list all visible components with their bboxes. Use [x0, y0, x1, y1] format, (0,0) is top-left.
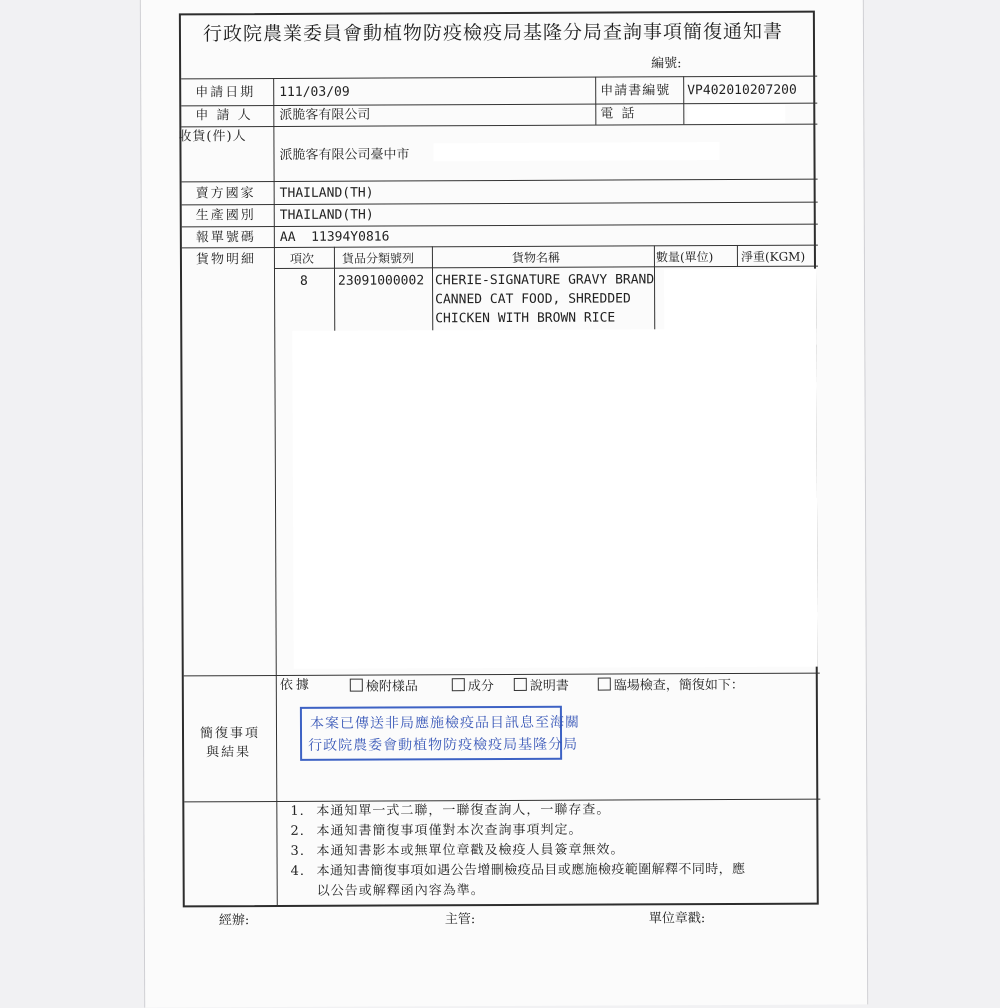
origin-value: THAILAND(TH): [279, 207, 374, 223]
stamp-line-1: 本案已傳送非局應施檢疫品目訊息至海關: [309, 714, 581, 732]
receiver-label: 收貨(件)人: [178, 129, 247, 145]
divider: [181, 124, 817, 128]
divider: [182, 179, 818, 183]
goods-item-code: 23091000002: [338, 273, 425, 289]
declaration-label: 報單號碼: [195, 230, 256, 246]
divider: [184, 799, 820, 803]
option-manual: [514, 678, 569, 693]
note-2-num: 2.: [290, 823, 305, 839]
supervisor-label: 主管:: [444, 912, 476, 928]
onsite-checkbox[interactable]: [598, 678, 611, 691]
goods-item-name-line-2: CANNED CAT FOOD, SHREDDED: [435, 291, 631, 308]
form-frame: [179, 11, 819, 908]
reply-section-label-1: 簡復事項: [199, 726, 261, 742]
note-5-text: 以公告或解釋函內容為準。: [316, 883, 485, 899]
reply-section-label-2: 與結果: [206, 745, 252, 761]
ingredients-checkbox[interactable]: [452, 678, 465, 691]
note-1-text: 本通知單一式二聯，一聯復查詢人，一聯存查。: [316, 802, 611, 819]
divider: [181, 76, 817, 80]
goods-header-code: 貨品分類號列: [341, 251, 414, 266]
column-line: [683, 76, 684, 124]
address-redaction: [433, 142, 719, 161]
option-ingredients: [452, 678, 494, 693]
apply-date-value: 111/03/09: [279, 84, 350, 100]
document-page: [140, 0, 868, 1008]
divider: [182, 245, 818, 249]
app-no-label: 申請書編號: [600, 83, 671, 99]
column-line: [737, 245, 738, 266]
label-column-line: [273, 78, 277, 675]
seller-country-label: 賣方國家: [195, 186, 256, 202]
note-1-num: 1.: [290, 803, 305, 819]
option-manual-label: 說明書: [529, 678, 569, 694]
column-line: [595, 77, 596, 125]
document-title: 行政院農業委員會動植物防疫檢疫局基隆分局查詢事項簡復通知書: [202, 20, 784, 46]
goods-label: 貨物明細: [195, 252, 256, 268]
goods-item-name-line-1: CHERIE-SIGNATURE GRAVY BRAND: [435, 272, 655, 289]
app-no-value: VP402010207200: [687, 82, 797, 99]
stamp-line-2: 行政院農委會動植物防疫檢疫局基隆分局: [308, 736, 579, 754]
phone-redaction: [687, 105, 785, 123]
declaration-value: AA 11394Y0816: [279, 229, 390, 245]
number-label: 編號:: [651, 56, 682, 72]
origin-label: 生產國別: [195, 208, 256, 224]
note-4-num: 4.: [290, 863, 306, 879]
divider: [184, 673, 820, 677]
column-line: [334, 247, 335, 344]
divider: [182, 224, 818, 228]
option-sample: [350, 678, 418, 693]
goods-header-weight: 淨重(KGM): [740, 249, 806, 264]
goods-header-item: 項次: [289, 251, 314, 266]
label-column-line: [276, 675, 278, 907]
goods-header-name: 貨物名稱: [511, 250, 560, 265]
sample-checkbox[interactable]: [350, 679, 363, 692]
phone-label: 電 話: [600, 106, 637, 122]
apply-date-label: 申請日期: [195, 85, 256, 101]
basis-label: 依據: [279, 677, 312, 693]
receiver-value: 派脆客有限公司臺中市: [279, 147, 410, 163]
note-2-text: 本通知書簡復事項僅對本次查詢事項判定。: [316, 822, 583, 839]
divider: [182, 202, 818, 206]
applicant-value: 派脆客有限公司: [279, 107, 371, 123]
customs-stamp: [300, 706, 581, 761]
manual-checkbox[interactable]: [514, 678, 527, 691]
goods-item-name-line-3: CHICKEN WITH BROWN RICE: [435, 310, 616, 327]
seller-country-value: THAILAND(TH): [279, 185, 374, 201]
note-3-num: 3.: [290, 843, 305, 859]
handler-label: 經辦:: [218, 913, 250, 929]
option-onsite: [598, 677, 744, 693]
option-ingredients-label: 成分: [467, 679, 494, 695]
note-4-text: 本通知書簡復事項如遇公告增刪檢疫品目或應施檢疫範圍解釋不同時，應: [316, 861, 746, 879]
unit-seal-label: 單位章戳:: [648, 911, 706, 927]
applicant-label: 申 請 人: [195, 108, 253, 124]
option-sample-label: 檢附樣品: [365, 679, 418, 695]
column-line: [432, 246, 433, 343]
option-onsite-label: 臨場檢查，簡復如下：: [613, 677, 744, 694]
goods-header-qty: 數量(單位): [655, 250, 714, 265]
note-3-text: 本通知書影本或無單位章戳及檢疫人員簽章無效。: [316, 842, 625, 859]
goods-item-number: 8: [300, 273, 308, 289]
goods-detail-redaction: [292, 329, 817, 669]
